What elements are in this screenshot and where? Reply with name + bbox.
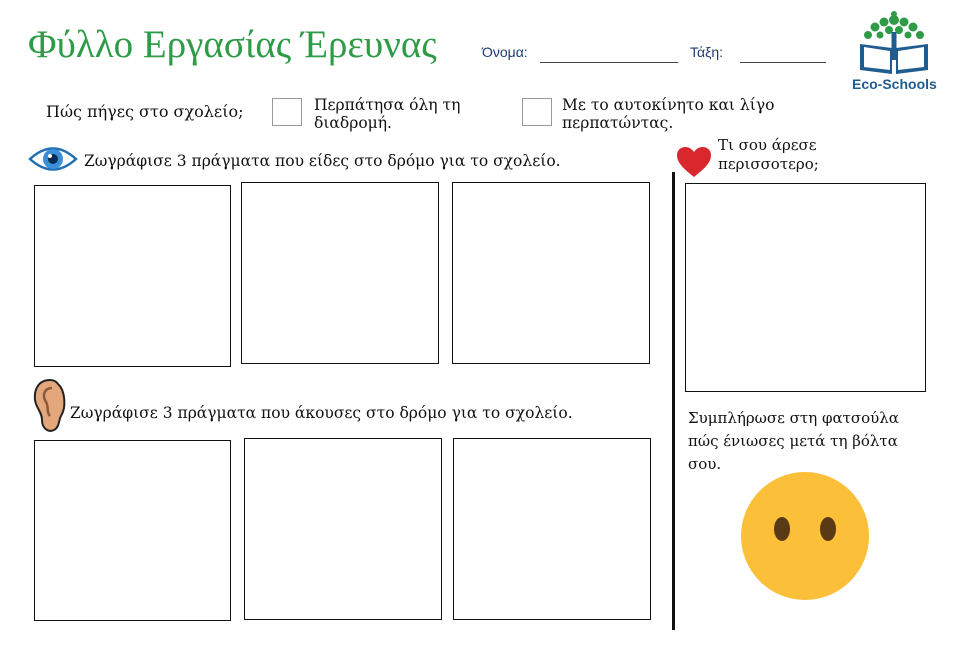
- name-label: Όνομα:: [482, 44, 528, 60]
- class-label: Τάξη:: [690, 44, 724, 60]
- eco-schools-tree-book-icon: [852, 10, 936, 80]
- seen-drawing-box-2[interactable]: [241, 182, 439, 364]
- ear-icon: [32, 378, 66, 438]
- eco-schools-logo: [852, 10, 936, 96]
- page-title: Φύλλο Εργασίας Έρευνας: [28, 23, 437, 66]
- heard-instruction: Ζωγράφισε 3 πράγματα που άκουσες στο δρόμο για το σχολείο.: [70, 404, 573, 422]
- car-and-walk-checkbox[interactable]: [522, 98, 552, 126]
- logo-text: Eco-Schools: [852, 76, 937, 92]
- car-and-walk-label: Με το αυτοκίνητο και λίγο περπατώντας.: [562, 96, 775, 132]
- heard-drawing-box-3[interactable]: [453, 438, 651, 620]
- seen-instruction: Ζωγράφισε 3 πράγματα που είδες στο δρόμο για το σχολείο.: [84, 152, 561, 170]
- heard-drawing-box-1[interactable]: [34, 440, 231, 621]
- travel-question-label: Πώς πήγες στο σχολείο;: [46, 102, 244, 121]
- seen-drawing-box-1[interactable]: [34, 185, 231, 367]
- walked-all-way-checkbox[interactable]: [272, 98, 302, 126]
- class-field[interactable]: [740, 62, 826, 63]
- walked-all-way-label: Περπάτησα όλη τη διαδρομή.: [314, 96, 461, 132]
- heart-icon: [676, 146, 712, 182]
- heard-drawing-box-2[interactable]: [244, 438, 442, 620]
- favorite-question: Τι σου άρεσε περισσοτερο;: [718, 136, 819, 173]
- eye-icon: [28, 142, 78, 180]
- feeling-instruction: Συμπλήρωσε στη φατσούλα πώς ένιωσες μετά τη βόλτα σου.: [688, 409, 899, 473]
- column-divider: [672, 172, 675, 630]
- name-field[interactable]: [540, 62, 678, 63]
- favorite-drawing-box[interactable]: [685, 183, 926, 392]
- blank-face-icon[interactable]: [740, 471, 870, 605]
- seen-drawing-box-3[interactable]: [452, 182, 650, 364]
